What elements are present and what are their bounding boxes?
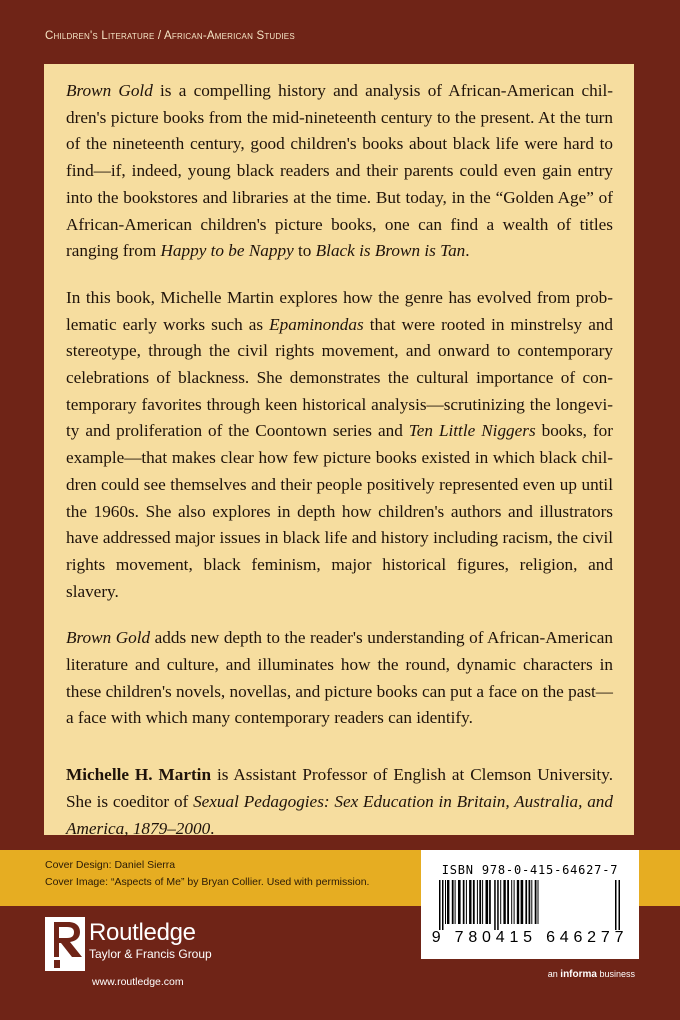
publisher-block bbox=[89, 919, 212, 988]
publisher-name: Routledge bbox=[89, 919, 196, 946]
book-title: Happy to be Nappy bbox=[160, 241, 294, 261]
book-title: Black is Brown is Tan bbox=[315, 241, 466, 261]
barcode-bar bbox=[521, 880, 524, 924]
barcode-bar bbox=[517, 880, 519, 924]
barcode-bar bbox=[535, 880, 537, 924]
text: . bbox=[465, 241, 470, 261]
blurb-panel bbox=[44, 64, 634, 838]
barcode-number: 9 780415 646277 bbox=[431, 929, 629, 946]
barcode-bar bbox=[482, 880, 483, 924]
informa-tagline bbox=[548, 969, 635, 980]
blurb-paragraph-3 bbox=[66, 625, 613, 732]
blurb-paragraph-1 bbox=[66, 78, 613, 265]
blurb-paragraph-2 bbox=[66, 285, 613, 605]
barcode-bar bbox=[507, 880, 509, 924]
text: is a compelling history and analysis of African-American children's picture books from the mid-nineteenth century to the present. At the turn of the nineteenth century, good children's books about black life were hard to find—if, indeed, young black readers and their parents could even gain entry into the bookstores and libraries at the time. But today, in the “Golden Age” of African-American children's picture books, one can find a wealth of titles ranging from bbox=[66, 81, 614, 261]
text: an bbox=[547, 969, 561, 979]
barcode-bar bbox=[489, 880, 491, 924]
text: . bbox=[210, 818, 215, 838]
barcode-bar bbox=[619, 880, 621, 930]
barcode-bar bbox=[500, 880, 501, 924]
barcode-box bbox=[421, 850, 639, 959]
barcode-bar bbox=[469, 880, 471, 924]
routledge-logo-icon bbox=[45, 917, 85, 971]
book-title: Sexual Pedagogies: Sex Education in Britain, Australia, and America, 1879–2000 bbox=[66, 791, 613, 838]
barcode-bar bbox=[494, 880, 496, 930]
barcode-bar bbox=[503, 880, 505, 924]
barcode-bar bbox=[479, 880, 481, 924]
text: that were rooted in minstrelsy and stereotype, through the civil rights movement, and onward to contemporary celebrations of blackness. She demonstrates the cultural importance of contemporary favorites through keen historical analysis—scrutinizing the longevity and proliferation of the Coontown series and bbox=[66, 314, 614, 441]
barcode-bar bbox=[463, 880, 465, 924]
barcode-bar bbox=[538, 880, 539, 924]
text: to bbox=[293, 241, 316, 261]
text: In this book, Michelle Martin explores how the genre has evolved from problematic early works such as bbox=[66, 287, 613, 334]
cover-design-credit: Cover Design: Daniel Sierra bbox=[45, 859, 176, 871]
barcode-bar bbox=[486, 880, 489, 924]
text: business bbox=[596, 969, 635, 979]
text: books, for example—that makes clear how few picture books existed in which black children could see themselves and their people positively represented even up until the 1960s. She also explores in depth how children's authors and illustrators have addressed major issues in black life and history including racism, the civil rights movement, black feminism, major historical figures, religion, and slavery. bbox=[66, 421, 613, 601]
barcode-bar bbox=[615, 880, 617, 930]
text: adds new depth to the reader's understanding of African-American literature and culture, and illuminates how the round, dynamic characters in these children's novels, novellas, and picture books can put a face on the past—a face with which many contemporary readers can identify. bbox=[66, 628, 613, 728]
barcode-bar bbox=[452, 880, 454, 924]
author-name: Michelle H. Martin bbox=[66, 765, 212, 785]
publisher-group: Taylor & Francis Group bbox=[89, 947, 212, 961]
barcode-bar bbox=[447, 880, 449, 924]
barcode-bar bbox=[466, 880, 467, 924]
barcode-bar bbox=[514, 880, 515, 924]
barcode-bar bbox=[445, 880, 446, 924]
barcode-bar bbox=[458, 880, 461, 924]
barcode-image bbox=[439, 880, 621, 930]
book-title: Brown Gold bbox=[66, 81, 153, 100]
barcode-bar bbox=[511, 880, 512, 924]
publisher-url[interactable]: www.routledge.com bbox=[92, 976, 184, 988]
barcode-bar bbox=[473, 880, 475, 924]
cover-image-credit: Cover Image: “Aspects of Me” by Bryan Collier. Used with permission. bbox=[45, 876, 370, 888]
barcode-bar bbox=[531, 880, 532, 924]
isbn-label: ISBN 978-0-415-64627-7 bbox=[441, 863, 619, 877]
text: is Assistant Professor of English at Clemson University. She is coeditor of bbox=[66, 765, 613, 811]
book-title: Epaminondas bbox=[269, 314, 364, 334]
book-title: Brown Gold bbox=[66, 628, 151, 648]
informa-brand: informa bbox=[560, 969, 597, 980]
barcode-bar bbox=[439, 880, 441, 930]
barcode-bar bbox=[442, 880, 444, 930]
barcode-bar bbox=[477, 880, 478, 924]
author-bio bbox=[66, 762, 613, 842]
barcode-bar bbox=[529, 880, 531, 924]
book-title: Ten Little Niggers bbox=[408, 421, 536, 441]
barcode-bar bbox=[455, 880, 456, 924]
barcode-bar bbox=[497, 880, 499, 930]
category-label: Children's Literature / African-American Studies bbox=[45, 30, 295, 42]
barcode-bar bbox=[525, 880, 527, 924]
